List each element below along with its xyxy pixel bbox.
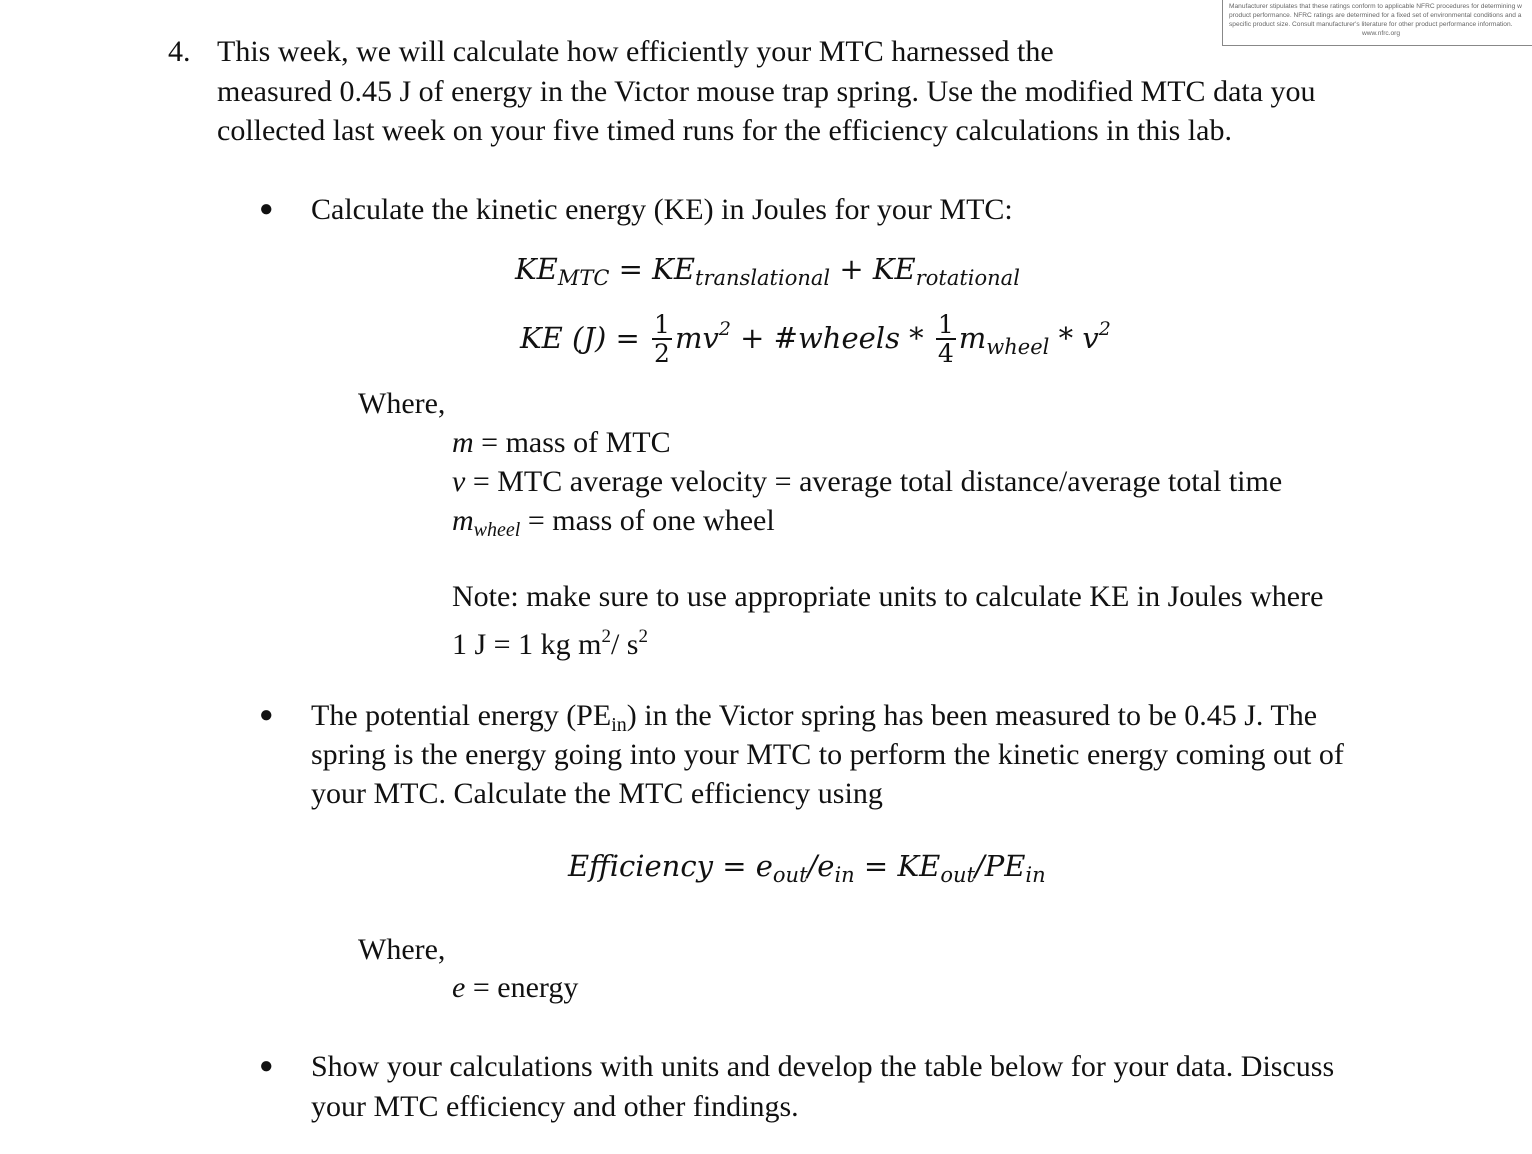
question-line-1: This week, we will calculate how efficiently your MTC harnessed the [217, 35, 1054, 68]
note-line-1: Note: make sure to use appropriate units to calculate KE in Joules where [452, 580, 1324, 613]
bullet-3-line-2: your MTC efficiency and other findings. [311, 1090, 799, 1123]
corner-notice [1222, 0, 1532, 46]
definition-m-wheel: $m_{wheel}$ = mass of one wheel [452, 504, 775, 541]
notice-line-2: product performance. NFRC ratings are determined for a fixed set of environmental conditions and a [1229, 12, 1522, 19]
definition-v: v = MTC average velocity = average total distance/average total time [452, 465, 1283, 498]
notice-line-3: specific product size. Consult manufacturer's literature for other product performance information. [1229, 21, 1513, 28]
bullet-2-line-3: your MTC. Calculate the MTC efficiency using [311, 777, 883, 810]
bullet-2-line-1: The potential energy $(PE_{in})$ in the Victor spring has been measured to be 0.45 J. The [311, 699, 1318, 736]
bullet-1-marker: ● [259, 196, 274, 222]
notice-line-1: Manufacturer stipulates that these ratings conform to applicable NFRC procedures for determining w [1229, 3, 1522, 10]
where-label-2: Where, [358, 933, 446, 966]
fraction-one-quarter: $\frac{1}{4}$ [937, 310, 954, 368]
bullet-3-marker: ● [259, 1053, 274, 1079]
question-line-2: measured 0.45 J of energy in the Victor mouse trap spring. Use the modified MTC data you [217, 75, 1316, 108]
bullet-2-line-2: spring is the energy going into your MTC to perform the kinetic energy coming out of [311, 738, 1344, 771]
question-line-3: collected last week on your five timed runs for the efficiency calculations in this lab. [217, 114, 1232, 147]
notice-line-4: www.nfrc.org [1361, 30, 1401, 37]
bullet-2-marker: ● [259, 702, 274, 728]
bullet-3-line-1: Show your calculations with units and develop the table below for your data. Discuss [311, 1050, 1335, 1083]
definition-m: m = mass of MTC [452, 426, 671, 459]
note-line-2: 1 J = 1 kg $m^2/$ $s^2$ [452, 626, 648, 661]
ke-total-equation: $KE_{MTC} = KE_{translational} + KE_{rotational}$ [515, 252, 1020, 290]
fraction-one-half: $\frac{1}{2}$ [654, 310, 670, 368]
definition-e: e = energy [452, 971, 579, 1004]
ke-formula-equation: KE (J) = $\frac{1}{2}$ $mv^2$ + #wheels * $\frac{1}{4}$ $m_{wheel} * v^2$ [520, 310, 1111, 368]
bullet-1-text: Calculate the kinetic energy (KE) in Joules for your MTC: [311, 193, 1013, 226]
efficiency-equation: Efficiency = $e_{out}/e_{in} = KE_{out}/PE_{in}$ [568, 849, 1046, 887]
question-number: 4. [168, 35, 191, 68]
where-label-1: Where, [358, 387, 446, 420]
